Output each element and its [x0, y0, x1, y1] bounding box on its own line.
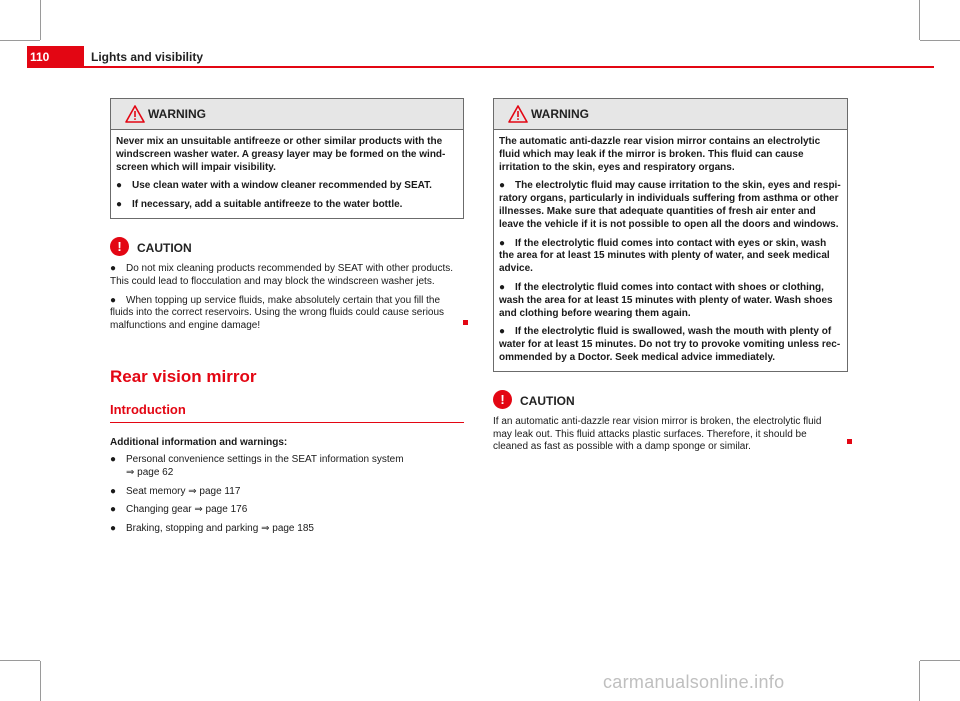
warning-title: WARNING [531, 107, 589, 121]
section-end-mark [847, 439, 852, 444]
page-ref-link[interactable]: ⇒ page 176 [194, 504, 248, 516]
list-item: ● Personal convenience settings in the SEAT information system ⇒ page 62 [110, 453, 404, 478]
info-list [110, 454, 464, 536]
info-heading: Additional information and warnings: [110, 436, 288, 448]
crop-mark [0, 660, 40, 661]
bullet-icon: ● [110, 485, 117, 497]
caution-body [493, 416, 848, 454]
crop-mark [40, 0, 41, 40]
list-item: ● Changing gear ⇒ page 176 [110, 504, 248, 516]
warning-triangle-icon [508, 105, 528, 123]
left-column [110, 98, 464, 542]
crop-mark [919, 661, 920, 701]
list-item: ● Use clean water with a window cleaner recommended by SEAT. [116, 180, 432, 192]
bullet-icon: ● [116, 199, 123, 211]
warning-box-header [111, 99, 463, 130]
list-item: ● If the electrolytic fluid is swallowed, wash the mouth with plenty of water for at least 15 minutes. Do not try to provoke vomiting unless recommended by a Doctor. Seek medical advice immediately. [499, 326, 841, 363]
section-end-mark [463, 320, 468, 325]
warning-paragraph: The automatic anti-dazzle rear vision mirror contains an electrolytic fluid which may leak if the mirror is broken. This fluid can cause irritation to the skin, eyes and respiratory organs. [499, 136, 821, 173]
warning-box-header [494, 99, 847, 130]
caution-header [110, 238, 464, 261]
list-item: ● If the electrolytic fluid comes into contact with shoes or clothing, wash the area for at least 15 minutes with plenty of water. Wash shoes and clothing before wearing them again. [499, 281, 833, 319]
caution-header [493, 391, 848, 414]
page-number: 110 [27, 46, 84, 68]
page-ref-link[interactable]: ⇒ page 62 [126, 466, 174, 478]
page-ref-link[interactable]: ⇒ page 185 [261, 523, 314, 535]
section-header: Lights and visibility [91, 50, 204, 64]
bullet-icon: ● [116, 180, 123, 192]
caution-block [493, 391, 848, 454]
bullet-icon: ● [110, 453, 117, 465]
bullet-icon: ● [110, 523, 117, 535]
crop-mark [40, 661, 41, 701]
caution-body [110, 263, 464, 333]
bullet-icon: ● [110, 294, 117, 306]
crop-mark [0, 40, 40, 41]
caution-paragraph: If an automatic anti-dazzle rear vision mirror is broken, the electrolytic fluid may leak out. This fluid attacks plastic surfaces. Therefore, it should be cleaned as fast as possible with a damp sponge or similar. [493, 415, 822, 453]
warning-title: WARNING [148, 107, 206, 121]
right-column [493, 98, 848, 460]
caution-block [110, 238, 464, 333]
list-item: ● Do not mix cleaning products recommended by SEAT with other products. This could lead to flocculation and may block the windscreen washer jets. [110, 262, 454, 287]
bullet-icon: ● [499, 326, 506, 338]
subsection-title: Introduction [110, 401, 186, 417]
crop-mark [920, 40, 960, 41]
list-item: ● If the electrolytic fluid comes into contact with eyes or skin, wash the area for at least 15 minutes with plenty of water, and seek medical advice. [499, 237, 830, 275]
caution-icon: ! [110, 237, 129, 256]
watermark: carmanualsonline.info [603, 672, 785, 692]
warning-paragraph: Never mix an unsuitable antifreeze or other similar products with the windscreen washer water. A greasy layer may be formed on the windscreen which will impair visibility. [116, 136, 446, 173]
bullet-icon: ● [110, 504, 117, 516]
warning-box [110, 98, 464, 219]
page-ref-link[interactable]: ⇒ page 117 [188, 485, 241, 497]
bullet-icon: ● [499, 281, 506, 293]
list-item: ● When topping up service fluids, make absolutely certain that you fill the fluids into the correct reservoirs. Using the wrong fluids could cause serious malfunctions and engine damage! [110, 294, 445, 332]
caution-icon: ! [493, 390, 512, 409]
section-title: Rear vision mirror [110, 366, 257, 386]
list-item: ● The electrolytic fluid may cause irritation to the skin, eyes and respiratory organs, particularly in individuals suffering from asthma or other illnesses. Make sure that adequate quantities of fresh air enter and leave the vehicle if it is not possible to open all the doors and windows. [499, 180, 841, 230]
bullet-icon: ● [499, 180, 506, 192]
crop-mark [920, 660, 960, 661]
bullet-icon: ● [110, 262, 117, 274]
header-rule [84, 66, 934, 68]
warning-body [494, 130, 847, 371]
warning-box [493, 98, 848, 372]
bullet-icon: ● [499, 237, 506, 249]
list-item: ● If necessary, add a suitable antifreeze to the water bottle. [116, 199, 403, 211]
crop-mark [919, 0, 920, 40]
warning-body [111, 130, 463, 218]
caution-title: CAUTION [520, 393, 575, 408]
warning-triangle-icon [125, 105, 145, 123]
caution-title: CAUTION [137, 240, 192, 255]
list-item: ● Seat memory ⇒ page 117 [110, 485, 241, 497]
list-item: ● Braking, stopping and parking ⇒ page 185 [110, 523, 314, 535]
